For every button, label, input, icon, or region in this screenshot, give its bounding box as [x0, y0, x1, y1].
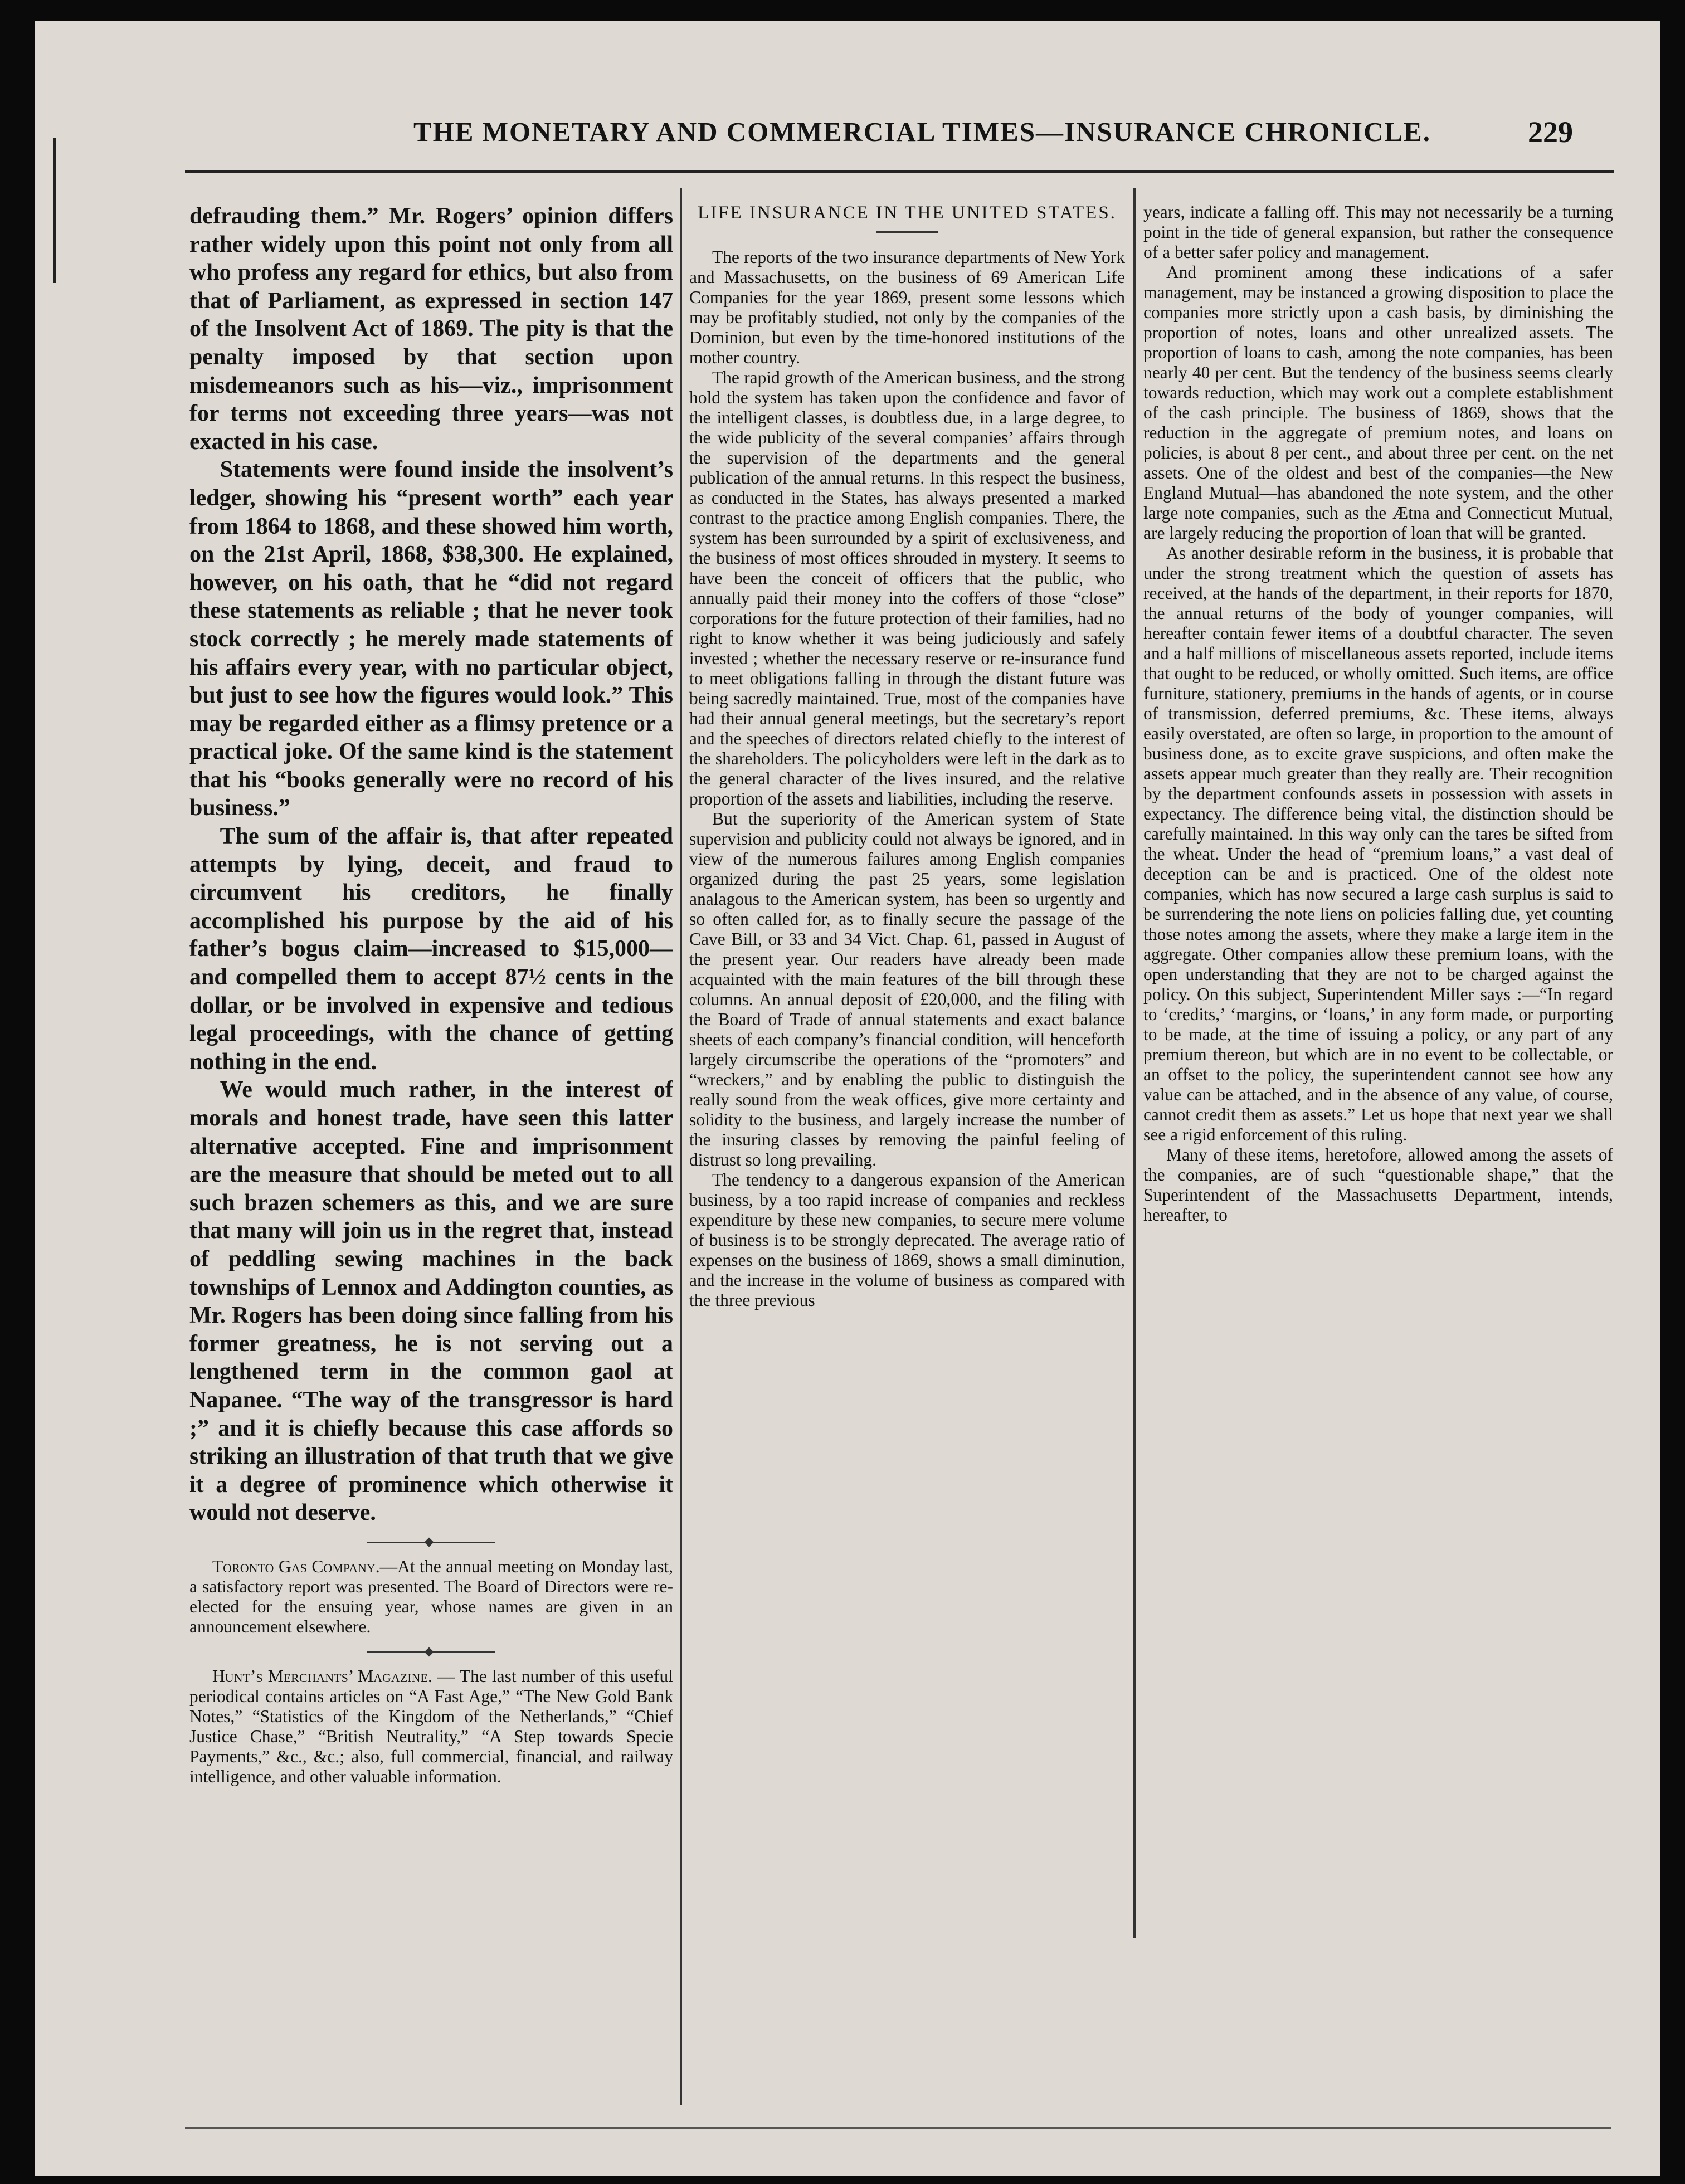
article-paragraph: But the superiority of the American system of State supervision and publicity could not always be ignored, and in view of the numerous failures among English companies organized during the past 25 years, some legislation analagous to the American system, has been so urgently and so often called for, as to finally secure the passage of the Cave Bill, or 33 and 34 Vict. Chap. 61, passed in August of the present year. Our readers have already been made acquainted with the main features of the bill through these columns. An annual deposit of £20,000, and the filing with the Board of Trade of annual statements and exact balance sheets of each company’s financial condition, will henceforth largely circumscribe the operations of the “promoters” and “wreckers,” and by enabling the public to distinguish the really sound from the weak offices, give more certainty and solidity to the business, and largely increase the number of the insuring classes by removing the painful feeling of distrust so long prevailing.: [689, 809, 1125, 1169]
page-number: 229: [1528, 115, 1573, 149]
article-paragraph: As another desirable reform in the business, it is probable that under the strong treatment which the question of assets has received, at the hands of the department, in their reports for 1870, the annual returns of the body of younger companies, will hereafter contain fewer items of a doubtful character. The seven and a half millions of miscellaneous assets reported, include items that ought to be reduced, or wholly omitted. Such items, are office furniture, stationery, premiums in the hands of agents, or in course of transmission, deferred premiums, &c. These items, always easily overstated, are often so large, in proportion to the amount of business done, as to excite grave suspicions, and often make the assets appear much greater than they really are. Their recognition by the department confounds assets in possession with assets in expectancy. The difference being vital, the distinction should be carefully maintained. In this way only can the tares be sifted from the wheat. Under the head of “premium loans,” a vast deal of deception can be and is practiced. One of the oldest note companies, which has now secured a large cash surplus is said to be surrendering the note liens on policies falling due, yet counting those notes among the assets, where they make a large item in the aggregate. Other companies allow these premium loans, with the open understanding that they are not to be charged against the policy. On this subject, Superintendent Miller says :—“In regard to ‘credits,’ ‘margins, or ‘loans,’ in any form made, or purporting to be made, at the time of issuing a policy, or any part of any premium thereon, but which are in no event to be collectable, or an offset to the policy, the superintendent cannot see how any value can be attached, and in the absence of any value, of course, cannot credit them as assets.” Let us hope that next year we shall see a rigid enforcement of this ruling.: [1143, 543, 1613, 1144]
margin-mark: [53, 138, 56, 283]
article-paragraph: years, indicate a falling off. This may not necessarily be a turning point in the tide of general expansion, but rather the consequence of a better safer policy and management.: [1143, 202, 1613, 262]
gas-company-notice: [189, 1557, 673, 1637]
article-title: LIFE INSURANCE IN THE UNITED STATES.: [698, 203, 1117, 223]
column-right: [1143, 202, 1613, 1957]
section-separator: [367, 1651, 495, 1653]
column-middle: [689, 202, 1125, 1957]
notice-heading: Toronto Gas Company.: [212, 1556, 380, 1576]
article-paragraph: The reports of the two insurance departments of New York and Massachusetts, on the business of 69 American Life Companies for the year 1869, present some lessons which may be profitably studied, not only by the companies of the Dominion, but even by the time-honored institutions of the mother country.: [689, 247, 1125, 367]
column-divider-left: [680, 188, 682, 2105]
column-divider-right: [1133, 188, 1136, 1938]
column-left: [189, 202, 673, 2163]
article-paragraph: The rapid growth of the American business, and the strong hold the system has taken upon the confidence and favor of the intelligent classes, is doubtless due, in a large degree, to the wide publicity of the several companies’ affairs through the supervision of the departments and the general publication of the annual returns. In this respect the business, as conducted in the States, has always presented a marked contrast to the practice among English companies. There, the system has been surrounded by a spirit of exclusiveness, and the business of most offices shrouded in mystery. It seems to have been the conceit of officers that the public, who annually paid their money into the coffers of those “close” corporations for the future protection of their families, had no right to know whether it was being judiciously and safely invested ; whether the necessary reserve or re-insurance fund to meet obligations falling in through the distant future was being sacredly maintained. True, most of the companies have had their annual general meetings, but the secretary’s report and the speeches of directors related chiefly to the interest of the shareholders. The policyholders were left in the dark as to the general character of the lives insured, and the relative proportion of the assets and liabilities, including the reserve.: [689, 368, 1125, 808]
article-paragraph: Statements were found inside the insolvent’s ledger, showing his “present worth” each year from 1864 to 1868, and these showed him worth, on the 21st April, 1868, $38,300. He explained, however, on his oath, that he “did not regard these statements as reliable ; that he never took stock correctly ; he merely made statements of his affairs every year, with no particular object, but just to see how the figures would look.” This may be regarded either as a flimsy pretence or a practical joke. Of the same kind is the statement that his “books generally were no record of his business.”: [189, 457, 673, 821]
article-paragraph: The tendency to a dangerous expansion of the American business, by a too rapid increase of companies and reckless expenditure by these new companies, to secure mere volume of business is to be strongly deprecated. The average ratio of expenses on the business of 1869, shows a small diminution, and the increase in the volume of business as compared with the three previous: [689, 1170, 1125, 1310]
page-header-title: THE MONETARY AND COMMERCIAL TIMES—INSURANCE CHRONICLE.: [413, 116, 1431, 147]
bottom-rule: [185, 2127, 1611, 2129]
title-rule: [876, 231, 938, 233]
notice-text: — The last number of this useful periodical contains articles on “A Fast Age,” “The New Gold Bank Notes,” “Statistics of the Kingdom of the Netherlands,” “Chief Justice Chase,” “British Neutrality,” “A Step towards Specie Payments,” &c., &c.; also, full commercial, financial, and railway intelligence, and other valuable information.: [189, 1666, 673, 1786]
article-paragraph: Many of these items, heretofore, allowed among the assets of the companies, are of such “questionable shape,” that the Superintendent of the Massachusetts Department, intends, hereafter, to: [1143, 1145, 1613, 1225]
article-paragraph: defrauding them.” Mr. Rogers’ opinion differs rather widely upon this point not only from all who profess any regard for ethics, but also from that of Parliament, as expressed in section 147 of the Insolvent Act of 1869. The pity is that the penalty imposed by that section upon misdemeanors such as his—viz., imprisonment for terms not exceeding three years—was not exacted in his case.: [189, 203, 673, 455]
article-paragraph: And prominent among these indications of a safer management, may be instanced a growing disposition to place the companies more strictly upon a cash basis, by diminishing the proportion of notes, loans and other unrealized assets. The proportion of loans to cash, among the note companies, has been nearly 40 per cent. But the tendency of the business seems clearly towards reduction, which may work out a complete establishment of the cash principle. The business of 1869, shows that the reduction in the aggregate of premium notes, and loans on policies, is about 8 per cent., and about three per cent. on the net assets. One of the oldest and best of the companies—the New England Mutual—has abandoned the note system, and the other large note companies, such as the Ætna and Connecticut Mutual, are largely reducing the proportion of loan that will be granted.: [1143, 262, 1613, 543]
section-separator: [367, 1542, 495, 1543]
article-paragraph: We would much rather, in the interest of morals and honest trade, have seen this latter alternative accepted. Fine and imprisonment are the measure that should be meted out to all such brazen schemers as this, and we are sure that many will join us in the regret that, instead of peddling sewing machines in the back townships of Lennox and Addington counties, as Mr. Rogers has been doing since falling from his former greatness, he is not serving out a lengthened term in the common gaol at Napanee. “The way of the transgressor is hard ;” and it is chiefly because this case affords so striking an illustration of that truth that we give it a degree of prominence which otherwise it would not deserve.: [189, 1077, 673, 1526]
notice-text: —At the annual meeting on Monday last, a satisfactory report was presented. The Board of Directors were re-elected for the ensuing year, whose names are given in an announcement elsewhere.: [189, 1556, 673, 1636]
notice-heading: Hunt’s Merchants’ Magazine.: [212, 1666, 432, 1686]
article-paragraph: The sum of the affair is, that after repeated attempts by lying, deceit, and fraud to circumvent his creditors, he finally accomplished his purpose by the aid of his father’s bogus claim—increased to $15,000—and compelled them to accept 87½ cents in the dollar, or be involved in expensive and tedious legal proceedings, with the chance of getting nothing in the end.: [189, 823, 673, 1075]
magazine-notice: [189, 1666, 673, 1787]
header-rule: [185, 170, 1614, 173]
newspaper-page: [35, 21, 1660, 2176]
